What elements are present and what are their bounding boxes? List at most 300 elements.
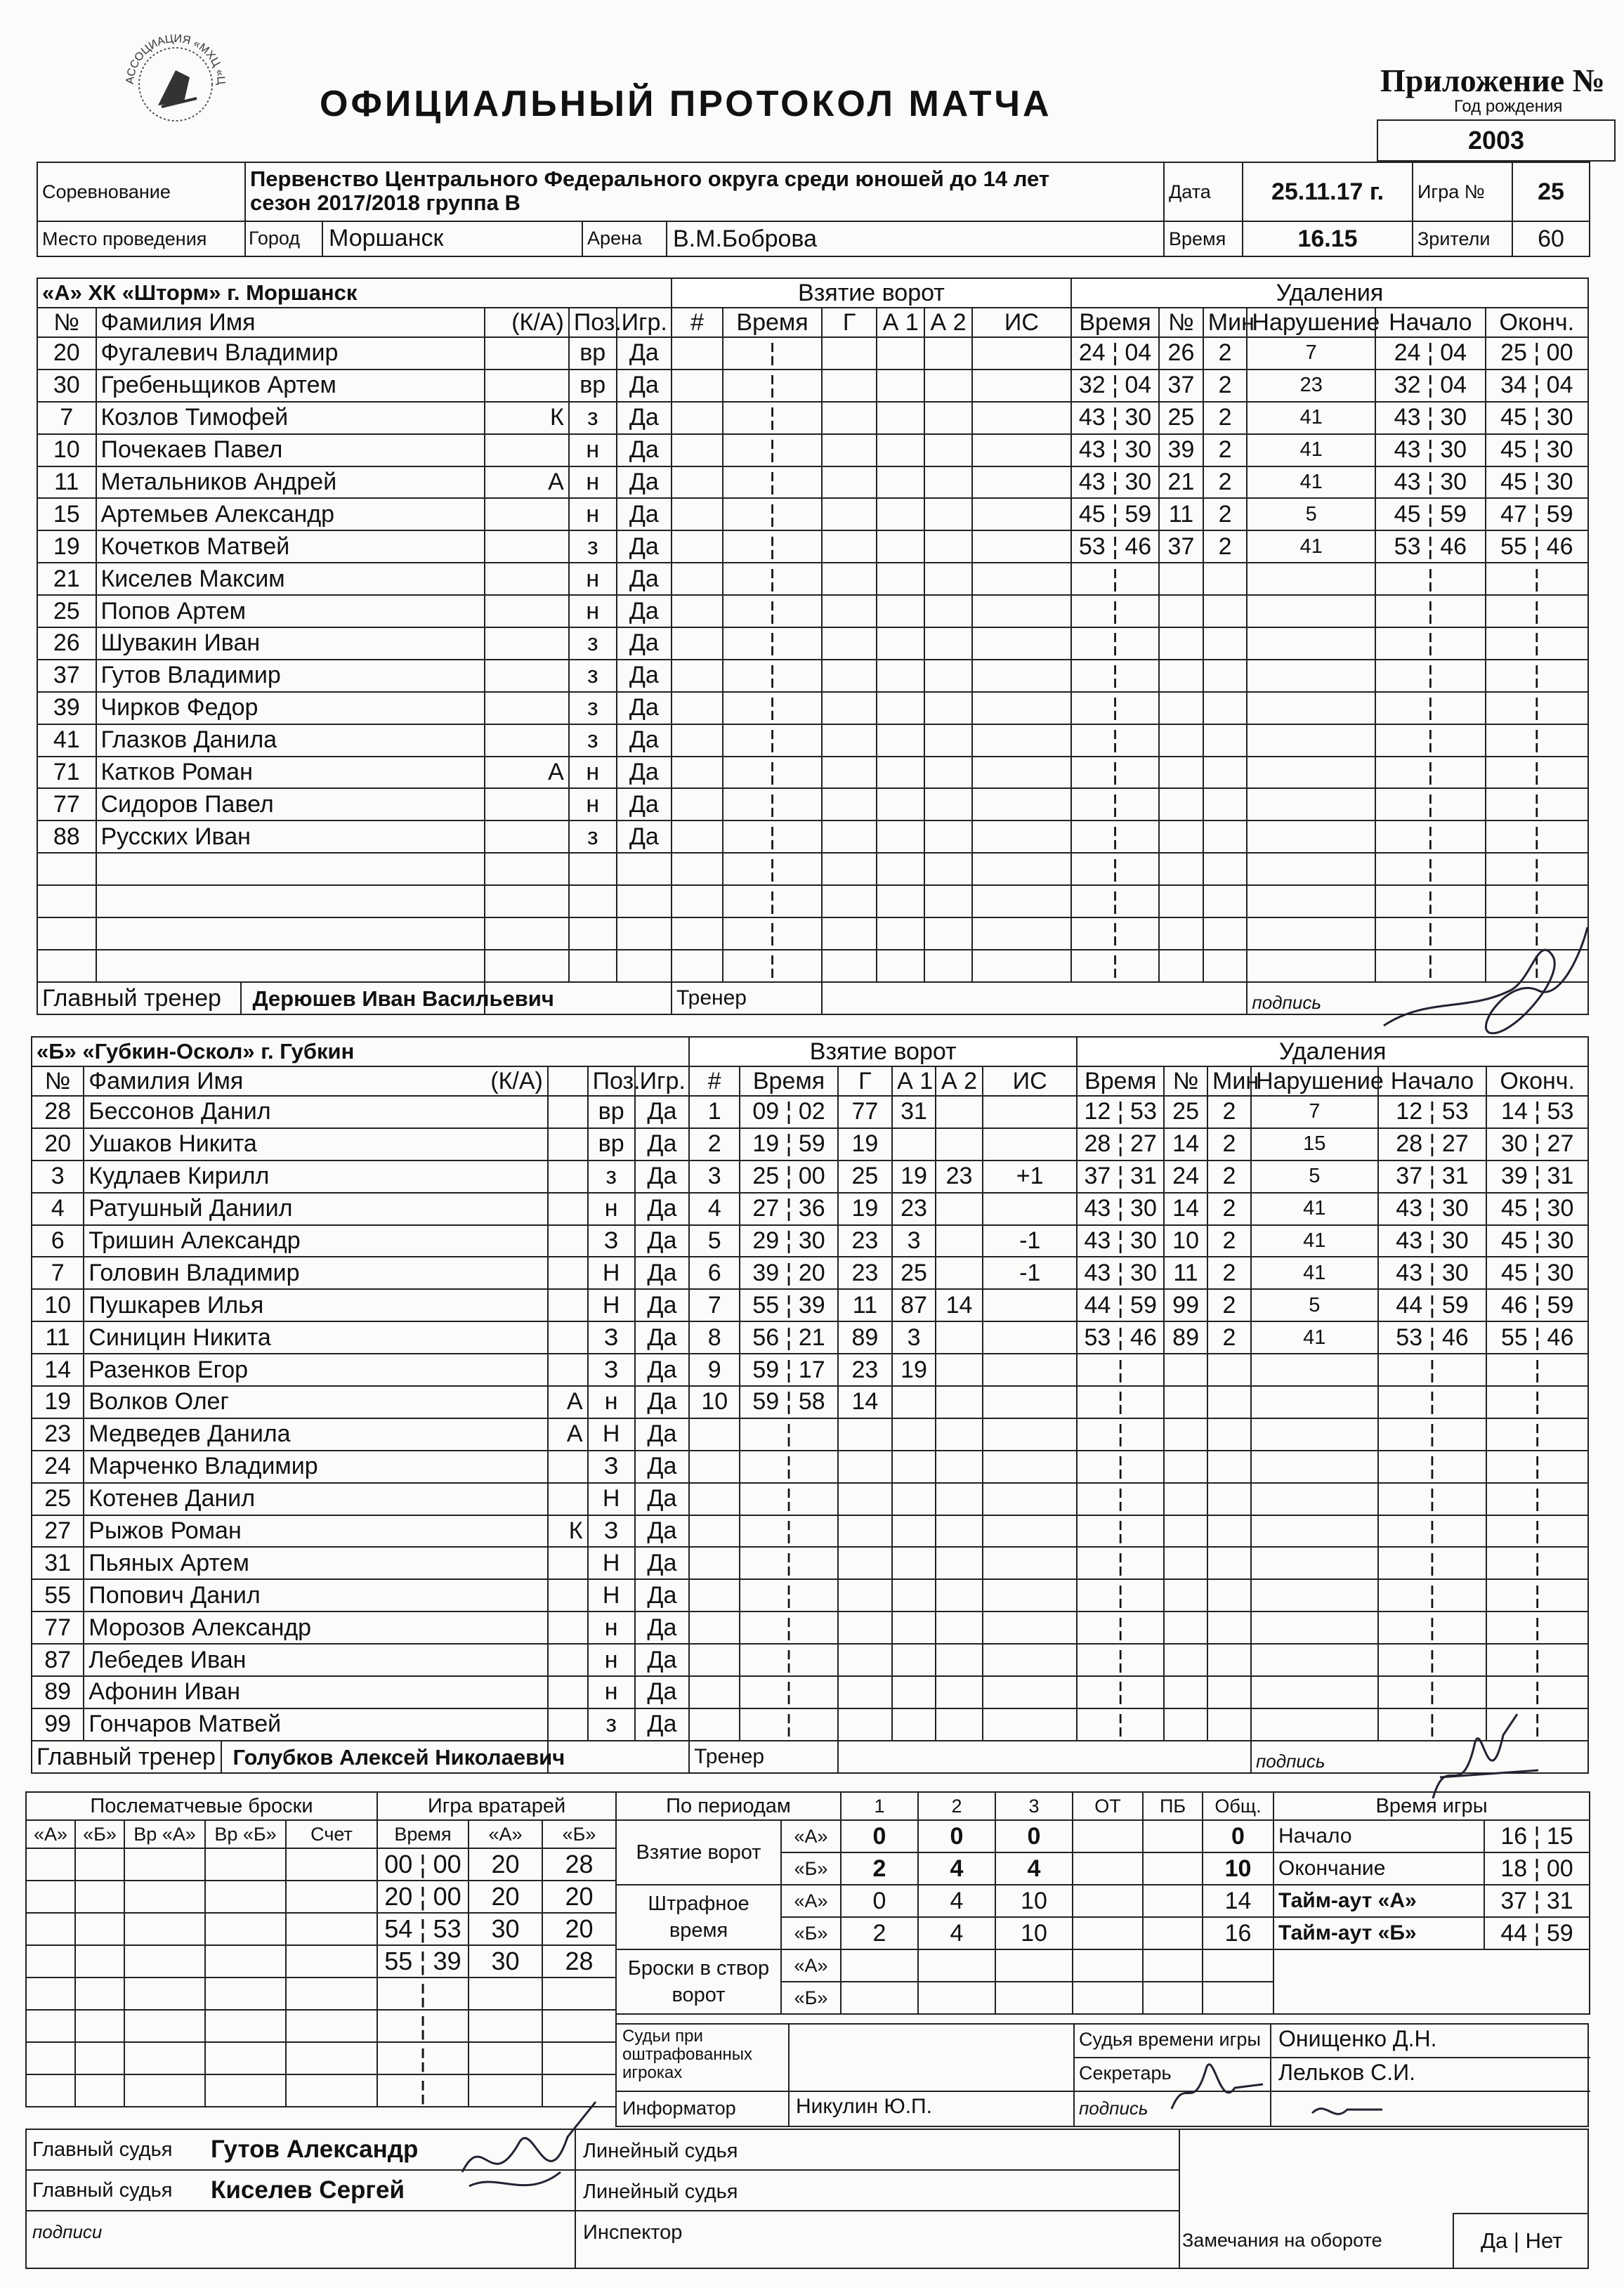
player-role — [548, 1579, 588, 1612]
player-row — [32, 1418, 1588, 1451]
player-row — [32, 1386, 1588, 1418]
penalty-time: 37 ¦ 31 — [1077, 1161, 1164, 1193]
pim-a-total: 14 — [1203, 1885, 1273, 1917]
penalty-violation — [1251, 1483, 1378, 1515]
goal-number — [689, 1418, 740, 1451]
shootout-cell — [205, 1848, 286, 1881]
goal-number — [672, 595, 723, 627]
goal-assist2 — [924, 788, 972, 821]
goal-strength — [972, 370, 1071, 402]
penalty-violation — [1251, 1418, 1378, 1451]
penalty-start: 43 ¦ 30 — [1375, 402, 1486, 434]
player-number — [37, 917, 96, 950]
player-number: 41 — [37, 724, 96, 757]
player-name: Медведев Данила — [84, 1418, 548, 1451]
goal-assist1 — [892, 1515, 936, 1548]
shootout-cell — [75, 1848, 124, 1881]
player-number: 15 — [37, 498, 96, 530]
player-role — [485, 595, 569, 627]
goal-assist1 — [877, 950, 924, 982]
goal-assist2 — [924, 821, 972, 853]
player-number: 27 — [32, 1515, 84, 1548]
penalty-violation — [1247, 950, 1375, 982]
pim-b-p3: 10 — [995, 1917, 1073, 1949]
col-pen-start: Начало — [1378, 1066, 1487, 1096]
main-referee-1: Гутов Александр — [211, 2136, 419, 2163]
head-coach-label: Главный тренер — [32, 1741, 222, 1772]
col-name: Фамилия Имя (К/А) — [84, 1066, 548, 1096]
player-role — [548, 1096, 588, 1128]
player-number: 55 — [32, 1579, 84, 1612]
goal-scorer — [822, 885, 877, 917]
goal-time: ¦ — [740, 1612, 837, 1644]
goal-assist2: 23 — [936, 1161, 983, 1193]
penalty-player — [1159, 950, 1203, 982]
player-played: Да — [617, 627, 672, 660]
goal-scorer — [838, 1579, 892, 1612]
player-row — [32, 1708, 1588, 1741]
shootout-cell — [286, 2010, 377, 2042]
player-row — [37, 370, 1588, 402]
remarks-yes[interactable]: Да | Нет — [1481, 2228, 1563, 2253]
informer-signature — [1305, 2092, 1389, 2127]
player-role — [485, 788, 569, 821]
penalty-start: ¦ — [1378, 1354, 1487, 1386]
penalty-start: ¦ — [1378, 1418, 1487, 1451]
goal-time: ¦ — [723, 853, 822, 885]
player-name — [96, 917, 485, 950]
player-played: Да — [617, 530, 672, 563]
goals-title: Взятие ворот — [689, 1037, 1077, 1066]
player-number: 25 — [32, 1483, 84, 1515]
player-role — [485, 660, 569, 692]
penalty-end: ¦ — [1486, 1483, 1588, 1515]
team-b-head-coach: Голубков Алексей Николаевич — [233, 1744, 565, 1770]
player-row — [37, 498, 1588, 530]
player-number: 7 — [32, 1257, 84, 1289]
period-3: 3 — [995, 1792, 1073, 1820]
match-info-table — [37, 162, 1590, 257]
goal-assist2 — [936, 1386, 983, 1418]
player-number: 10 — [37, 434, 96, 466]
goalie-a — [469, 2010, 542, 2042]
penalty-violation: 41 — [1247, 434, 1375, 466]
player-name: Пьяных Артем — [84, 1547, 548, 1579]
penalty-player — [1159, 627, 1203, 660]
penalty-end: 25 ¦ 00 — [1486, 337, 1588, 370]
goal-strength — [972, 788, 1071, 821]
goal-assist2 — [924, 337, 972, 370]
penalty-start: 45 ¦ 59 — [1375, 498, 1486, 530]
goal-assist2 — [924, 595, 972, 627]
player-row — [37, 466, 1588, 499]
penalty-time: 45 ¦ 59 — [1071, 498, 1159, 530]
goal-assist2 — [936, 1708, 983, 1741]
player-role — [485, 627, 569, 660]
player-name: Русских Иван — [96, 821, 485, 853]
goal-assist2 — [924, 402, 972, 434]
penalty-player — [1164, 1612, 1207, 1644]
penalty-violation: 41 — [1251, 1257, 1378, 1289]
penalty-time: ¦ — [1071, 692, 1159, 724]
col-ka: (К/А) — [485, 308, 569, 337]
secretary-label: Секретарь — [1079, 2063, 1172, 2084]
goal-assist1: 25 — [892, 1257, 936, 1289]
player-row — [32, 1515, 1588, 1548]
player-number: 24 — [32, 1451, 84, 1483]
col-assist2: А 2 — [936, 1066, 983, 1096]
goalie-b — [542, 2042, 616, 2074]
goal-assist2 — [924, 917, 972, 950]
goal-strength — [983, 1193, 1077, 1225]
remarks-label: Замечания на обороте — [1182, 2230, 1382, 2251]
penalty-minutes — [1203, 724, 1248, 757]
player-name: Афонин Иван — [84, 1676, 548, 1708]
goal-time: 59 ¦ 58 — [740, 1386, 837, 1418]
col-played: Игр. — [635, 1066, 689, 1096]
timekeeper: Онищенко Д.Н. — [1278, 2026, 1437, 2051]
penalty-end: ¦ — [1486, 724, 1588, 757]
goal-time: 55 ¦ 39 — [740, 1289, 837, 1321]
trainer-label: Тренер — [672, 982, 822, 1014]
player-position: З — [588, 1354, 635, 1386]
pim-a-p3: 10 — [995, 1885, 1073, 1917]
goal-time: ¦ — [723, 370, 822, 402]
player-played: Да — [617, 788, 672, 821]
shootout-cell — [124, 1978, 205, 2010]
goalie-time: ¦ — [377, 1978, 469, 2010]
goal-strength — [983, 1579, 1077, 1612]
goal-assist2 — [936, 1483, 983, 1515]
col-no: № — [32, 1066, 84, 1096]
goal-scorer: 89 — [838, 1321, 892, 1354]
player-played: Да — [635, 1515, 689, 1548]
goalie-time: 54 ¦ 53 — [377, 1913, 469, 1945]
player-role: А — [485, 466, 569, 499]
player-number: 26 — [37, 627, 96, 660]
penalty-time: ¦ — [1077, 1386, 1164, 1418]
player-role — [548, 1676, 588, 1708]
goal-time: ¦ — [740, 1676, 837, 1708]
penalty-minutes: 2 — [1207, 1289, 1251, 1321]
player-played: Да — [617, 563, 672, 595]
penalty-minutes: 2 — [1203, 402, 1248, 434]
player-position: н — [588, 1386, 635, 1418]
player-row — [37, 595, 1588, 627]
goal-time: ¦ — [723, 821, 822, 853]
penalty-start: ¦ — [1378, 1708, 1487, 1741]
goal-strength — [983, 1418, 1077, 1451]
col-assist1: А 1 — [877, 308, 924, 337]
penalty-violation: 5 — [1251, 1161, 1378, 1193]
goal-strength — [983, 1321, 1077, 1354]
player-role — [485, 337, 569, 370]
player-role — [485, 885, 569, 917]
city-label: Город — [246, 222, 323, 256]
goal-number — [672, 757, 723, 789]
informer-label: Информатор — [622, 2098, 736, 2119]
player-row — [37, 563, 1588, 595]
penalty-player — [1164, 1354, 1207, 1386]
penalty-violation — [1247, 788, 1375, 821]
linesman-label-1: Линейный судья — [583, 2140, 738, 2162]
player-number: 28 — [32, 1096, 84, 1128]
timeout-b: 44 ¦ 59 — [1484, 1917, 1590, 1949]
goal-scorer — [838, 1547, 892, 1579]
penalty-time: ¦ — [1071, 853, 1159, 885]
penalty-player — [1159, 724, 1203, 757]
goal-strength — [972, 885, 1071, 917]
shootout-cell — [75, 2010, 124, 2042]
shootout-cell — [124, 1913, 205, 1945]
goal-scorer — [838, 1483, 892, 1515]
penalty-player: 24 — [1164, 1161, 1207, 1193]
penalty-violation: 5 — [1247, 498, 1375, 530]
penalty-violation — [1247, 757, 1375, 789]
goalie-title: Игра вратарей — [377, 1792, 616, 1820]
penalized-judges-label: Судьи при оштрафованных игроках — [622, 2027, 752, 2082]
penalty-end: 55 ¦ 46 — [1486, 530, 1588, 563]
goal-strength — [983, 1676, 1077, 1708]
player-played — [617, 853, 672, 885]
end-time: 18 ¦ 00 — [1484, 1852, 1590, 1885]
goal-time: 29 ¦ 30 — [740, 1225, 837, 1257]
player-role — [548, 1128, 588, 1161]
player-number: 77 — [37, 788, 96, 821]
penalty-player — [1164, 1418, 1207, 1451]
gametime-title: Время игры — [1273, 1792, 1590, 1820]
player-position: вр — [588, 1096, 635, 1128]
col-pos: Поз. — [588, 1066, 635, 1096]
player-played: Да — [635, 1612, 689, 1644]
goal-time: ¦ — [723, 627, 822, 660]
player-number: 77 — [32, 1612, 84, 1644]
penalty-start: ¦ — [1378, 1386, 1487, 1418]
goal-assist2 — [924, 563, 972, 595]
goal-strength — [972, 660, 1071, 692]
player-name: Кудлаев Кирилл — [84, 1161, 548, 1193]
player-name: Ушаков Никита — [84, 1128, 548, 1161]
penalty-time: ¦ — [1077, 1547, 1164, 1579]
goal-assist2 — [936, 1321, 983, 1354]
penalty-end: ¦ — [1486, 917, 1588, 950]
player-row — [32, 1612, 1588, 1644]
goal-scorer — [822, 821, 877, 853]
goal-scorer: 23 — [838, 1257, 892, 1289]
goal-time: ¦ — [723, 402, 822, 434]
player-played: Да — [635, 1418, 689, 1451]
penalty-time: 28 ¦ 27 — [1077, 1128, 1164, 1161]
player-name: Морозов Александр — [84, 1612, 548, 1644]
goal-assist1 — [877, 370, 924, 402]
period-2: 2 — [918, 1792, 995, 1820]
player-played: Да — [635, 1676, 689, 1708]
player-role: А — [548, 1418, 588, 1451]
col-pen-no: № — [1159, 308, 1203, 337]
arena-label: Арена — [583, 222, 667, 256]
goal-assist2 — [936, 1096, 983, 1128]
penalty-start: ¦ — [1378, 1676, 1487, 1708]
goalie-row — [377, 1913, 616, 1945]
goal-strength: +1 — [983, 1161, 1077, 1193]
shootout-cell — [124, 1848, 205, 1881]
team-b-table — [31, 1036, 1589, 1774]
penalty-violation: 7 — [1247, 337, 1375, 370]
shootout-row — [26, 1848, 377, 1881]
pim-b-p2: 4 — [918, 1917, 995, 1949]
penalty-player — [1159, 595, 1203, 627]
penalty-end: 39 ¦ 31 — [1486, 1161, 1588, 1193]
player-name: Попов Артем — [96, 595, 485, 627]
start-time: 16 ¦ 15 — [1484, 1820, 1590, 1852]
goal-number: 4 — [689, 1193, 740, 1225]
player-played: Да — [617, 402, 672, 434]
penalty-start: 43 ¦ 30 — [1378, 1193, 1487, 1225]
penalty-end: ¦ — [1486, 1386, 1588, 1418]
player-name: Пушкарев Илья — [84, 1289, 548, 1321]
penalties-title: Удаления — [1071, 278, 1588, 308]
goal-scorer: 23 — [838, 1354, 892, 1386]
penalty-violation — [1251, 1515, 1378, 1548]
player-role: К — [485, 402, 569, 434]
player-played: Да — [617, 337, 672, 370]
shots-label: Броски в створ ворот — [616, 1949, 781, 2014]
penalty-end: ¦ — [1486, 692, 1588, 724]
col-goal-scorer: Г — [822, 308, 877, 337]
penalty-start: ¦ — [1375, 853, 1486, 885]
penalty-violation: 41 — [1251, 1321, 1378, 1354]
player-played: Да — [617, 498, 672, 530]
player-position: н — [588, 1612, 635, 1644]
penalty-player: 14 — [1164, 1193, 1207, 1225]
goal-strength — [972, 853, 1071, 885]
penalty-player — [1159, 757, 1203, 789]
goal-assist1 — [892, 1386, 936, 1418]
player-position: н — [588, 1644, 635, 1676]
penalty-end: ¦ — [1486, 853, 1588, 885]
penalty-time: ¦ — [1071, 885, 1159, 917]
goal-strength — [972, 917, 1071, 950]
penalty-start: ¦ — [1378, 1483, 1487, 1515]
penalty-player: 39 — [1159, 434, 1203, 466]
penalty-violation — [1251, 1579, 1378, 1612]
goal-number — [689, 1547, 740, 1579]
player-row — [37, 885, 1588, 917]
goal-number — [689, 1579, 740, 1612]
goalie-b — [542, 1978, 616, 2010]
penalty-violation — [1247, 724, 1375, 757]
penalty-minutes: 2 — [1207, 1257, 1251, 1289]
penalty-minutes: 2 — [1207, 1096, 1251, 1128]
goalie-a — [469, 1978, 542, 2010]
goal-assist2 — [924, 370, 972, 402]
player-position: н — [569, 466, 617, 499]
col-assist1: А 1 — [892, 1066, 936, 1096]
goal-assist1: 3 — [892, 1225, 936, 1257]
goal-time: ¦ — [723, 788, 822, 821]
player-row — [32, 1644, 1588, 1676]
penalty-player — [1159, 788, 1203, 821]
shootout-cell — [26, 1848, 75, 1881]
goal-assist1: 3 — [892, 1321, 936, 1354]
player-number: 30 — [37, 370, 96, 402]
penalty-end: 46 ¦ 59 — [1486, 1289, 1588, 1321]
player-name: Почекаев Павел — [96, 434, 485, 466]
player-number: 19 — [32, 1386, 84, 1418]
player-name: Чирков Федор — [96, 692, 485, 724]
secretary: Лельков С.И. — [1278, 2060, 1416, 2085]
penalty-time: ¦ — [1077, 1676, 1164, 1708]
penalty-end: ¦ — [1486, 1708, 1588, 1741]
player-played — [617, 950, 672, 982]
goal-assist1 — [877, 724, 924, 757]
game-label: Игра № — [1413, 162, 1512, 221]
player-number: 20 — [37, 337, 96, 370]
player-number: 25 — [37, 595, 96, 627]
penalty-minutes: 2 — [1203, 530, 1248, 563]
player-name: Бессонов Данил — [84, 1096, 548, 1128]
goal-strength — [983, 1547, 1077, 1579]
penalty-player: 10 — [1164, 1225, 1207, 1257]
penalty-violation — [1247, 917, 1375, 950]
penalty-time: 53 ¦ 46 — [1077, 1321, 1164, 1354]
player-position: Н — [588, 1579, 635, 1612]
player-row — [37, 627, 1588, 660]
goal-scorer — [822, 466, 877, 499]
player-name: Глазков Данила — [96, 724, 485, 757]
goal-number — [672, 530, 723, 563]
penalty-end: 45 ¦ 30 — [1486, 1257, 1588, 1289]
penalty-minutes: 2 — [1207, 1193, 1251, 1225]
goal-number — [672, 853, 723, 885]
goal-scorer: 11 — [838, 1289, 892, 1321]
gk-col-time: Время — [377, 1820, 469, 1848]
player-name: Гутов Владимир — [96, 660, 485, 692]
period-pb: ПБ — [1143, 1792, 1203, 1820]
goal-scorer — [822, 595, 877, 627]
player-row — [32, 1225, 1588, 1257]
goalie-a — [469, 2042, 542, 2074]
col-pos: Поз. — [569, 308, 617, 337]
head-coach-label: Главный тренер — [38, 983, 242, 1014]
goal-scorer — [822, 498, 877, 530]
penalty-minutes — [1207, 1354, 1251, 1386]
sign-label: подпись — [1079, 2098, 1148, 2119]
penalty-start: ¦ — [1375, 563, 1486, 595]
penalty-start: ¦ — [1378, 1451, 1487, 1483]
periods-title: По периодам — [616, 1792, 841, 1820]
col-goal-time: Время — [723, 308, 822, 337]
goal-assist1 — [892, 1579, 936, 1612]
goal-assist2 — [936, 1354, 983, 1386]
player-row — [37, 402, 1588, 434]
player-position — [569, 853, 617, 885]
player-row — [37, 917, 1588, 950]
goal-number — [689, 1708, 740, 1741]
player-number — [37, 885, 96, 917]
shootout-cell — [124, 1945, 205, 1978]
pim-a-p2: 4 — [918, 1885, 995, 1917]
gk-col-b: «Б» — [542, 1820, 616, 1848]
player-position: З — [588, 1321, 635, 1354]
period-total: Общ. — [1203, 1792, 1273, 1820]
goal-scorer — [822, 660, 877, 692]
player-name: Попович Данил — [84, 1579, 548, 1612]
penalty-violation: 15 — [1251, 1128, 1378, 1161]
goalie-time: ¦ — [377, 2042, 469, 2074]
shootout-cell — [286, 1978, 377, 2010]
player-position: з — [588, 1708, 635, 1741]
